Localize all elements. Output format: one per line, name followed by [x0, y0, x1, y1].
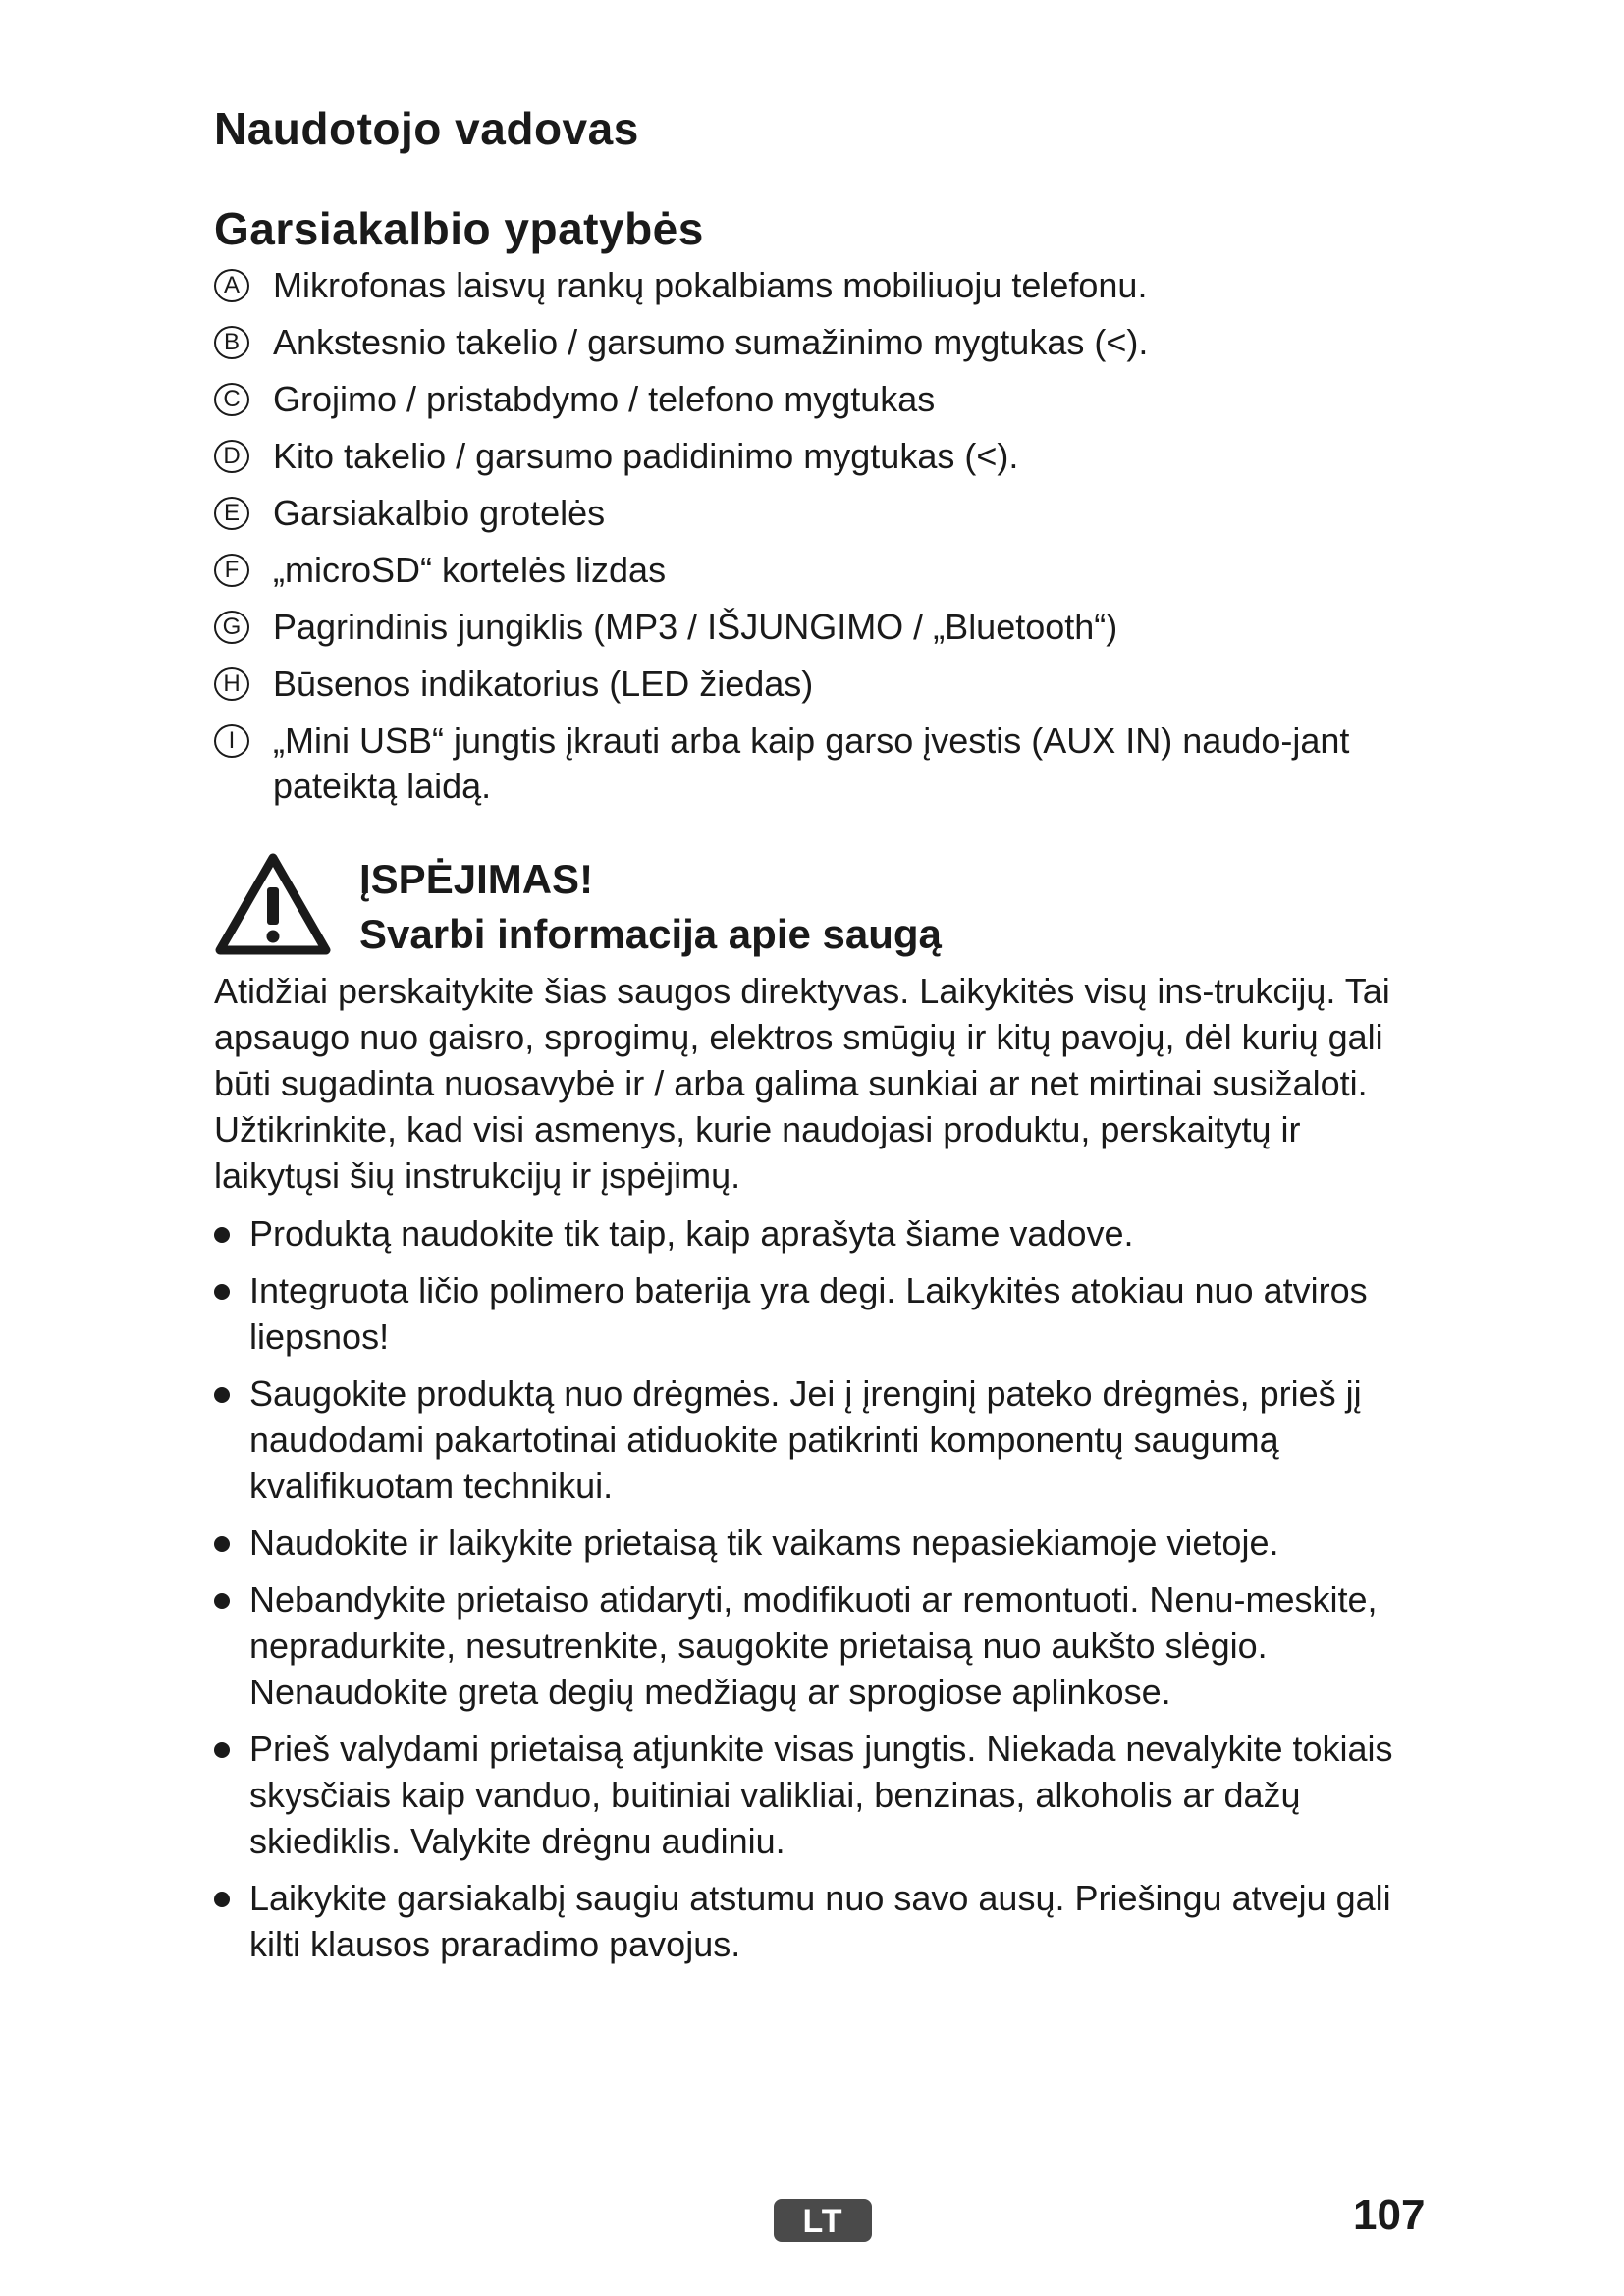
bullet-text: Nebandykite prietaiso atidaryti, modifikuoti ar remontuoti. Nenu-meskite, nepradurkite, nesutrenkite, saugokite prietaisą nuo aukšto slėgio. Nenaudokite greta degių medžiagų ar sprogiose aplinkose. [249, 1579, 1378, 1712]
circled-letter: H [214, 667, 249, 701]
bullet-icon [214, 1593, 230, 1609]
feature-text: Mikrofonas laisvų rankų pokalbiams mobiliuoju telefonu. [273, 265, 1148, 305]
warning-header [214, 852, 942, 962]
list-item [214, 434, 1392, 479]
list-item [214, 548, 1392, 593]
warning-subtitle: Svarbi informacija apie saugą [359, 911, 942, 957]
bullet-icon [214, 1536, 230, 1552]
bullet-icon [214, 1227, 230, 1243]
feature-text: Būsenos indikatorius (LED žiedas) [273, 664, 814, 704]
warning-triangle-icon [214, 852, 332, 956]
list-item [214, 320, 1392, 365]
bullet-icon [214, 1284, 230, 1300]
bullet-text: Integruota ličio polimero baterija yra degi. Laikykitės atokiau nuo atviros liepsnos! [249, 1270, 1368, 1357]
list-item [214, 719, 1392, 809]
feature-text: Grojimo / pristabdymo / telefono mygtukas [273, 379, 936, 419]
circled-letter: E [214, 497, 249, 530]
bullet-text: Naudokite ir laikykite prietaisą tik vaikams nepasiekiamoje vietoje. [249, 1522, 1279, 1563]
bullet-icon [214, 1387, 230, 1403]
circled-letter: C [214, 383, 249, 416]
page-number: 107 [1353, 2191, 1426, 2239]
bullet-text: Produktą naudokite tik taip, kaip aprašyta šiame vadove. [249, 1213, 1134, 1254]
list-item [214, 377, 1392, 422]
warning-intro: Atidžiai perskaitykite šias saugos direktyvas. Laikykitės visų ins-trukcijų. Tai apsaugo nuo gaisro, sprogimų, elektros smūgių ir kitų pavojų, dėl kurių gali būti sugadinta nuosavybė ir / arba galima sunkiai ar net mirtinai susižaloti. Užtikrinkite, kad visi asmenys, kurie naudojasi produktu, perskaitytų ir laikytųsi šių instrukcijų ir įspėjimų. [214, 971, 1390, 1196]
features-title: Garsiakalbio ypatybės [214, 203, 704, 254]
list-item [214, 1576, 1412, 1715]
list-item [214, 491, 1392, 536]
features-list [214, 263, 1392, 821]
list-item [214, 1875, 1412, 1967]
feature-text: Ankstesnio takelio / garsumo sumažinimo mygtukas (<). [273, 322, 1149, 362]
feature-text: „microSD“ kortelės lizdas [273, 550, 667, 590]
circled-letter: I [214, 724, 249, 758]
circled-letter: F [214, 554, 249, 587]
bullet-text: Saugokite produktą nuo drėgmės. Jei į įrenginį pateko drėgmės, prieš jį naudodami pakartotinai atiduokite patikrinti komponentų saugumą kvalifikuotam technikui. [249, 1373, 1362, 1506]
list-item [214, 1370, 1412, 1509]
bullet-icon [214, 1892, 230, 1907]
list-item [214, 263, 1392, 308]
feature-text: Pagrindinis jungiklis (MP3 / IŠJUNGIMO / „Bluetooth“) [273, 607, 1118, 647]
list-item [214, 662, 1392, 707]
warning-title: ĮSPĖJIMAS! [359, 856, 594, 902]
page-title: Naudotojo vadovas [214, 103, 639, 154]
circled-letter: A [214, 269, 249, 302]
list-item [214, 605, 1392, 650]
list-item [214, 1210, 1412, 1256]
safety-bullets [214, 1210, 1412, 1978]
list-item [214, 1520, 1412, 1566]
bullet-text: Laikykite garsiakalbį saugiu atstumu nuo savo ausų. Priešingu atveju gali kilti klausos praradimo pavojus. [249, 1878, 1391, 1964]
bullet-icon [214, 1742, 230, 1758]
feature-text: „Mini USB“ jungtis įkrauti arba kaip garso įvestis (AUX IN) naudo-jant pateiktą laidą. [273, 721, 1350, 806]
language-badge: LT [774, 2199, 872, 2242]
feature-text: Garsiakalbio grotelės [273, 493, 606, 533]
feature-text: Kito takelio / garsumo padidinimo mygtukas (<). [273, 436, 1019, 476]
list-item [214, 1267, 1412, 1360]
circled-letter: B [214, 326, 249, 359]
bullet-text: Prieš valydami prietaisą atjunkite visas jungtis. Niekada nevalykite tokiais skysčiais kaip vanduo, buitiniai valikliai, benzinas, alkoholis ar dažų skiediklis. Valykite drėgnu audiniu. [249, 1729, 1393, 1861]
circled-letter: D [214, 440, 249, 473]
list-item [214, 1726, 1412, 1864]
circled-letter: G [214, 611, 249, 644]
